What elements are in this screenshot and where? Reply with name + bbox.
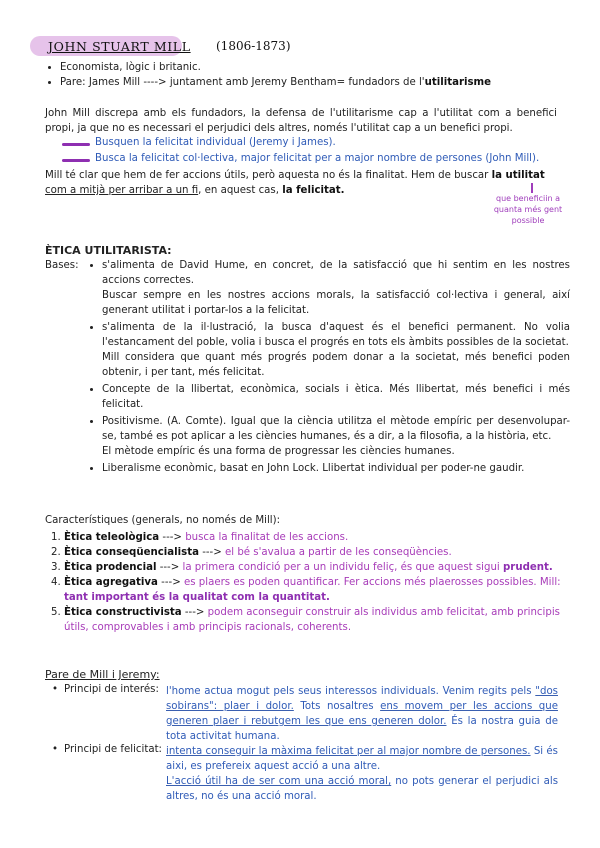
caracteristica-item: 4. Ètica agregativa ---> es plaers es poden quantificar. Fer accions més plaerosses possibles. Mill: tant important és la qualitat com la quantitat.	[64, 575, 572, 605]
arrow-mark	[62, 143, 90, 146]
utilitarisme-term: utilitarisme	[424, 77, 492, 88]
annotation-arrow	[531, 183, 533, 193]
intro-list	[46, 60, 580, 90]
caracteristica-item: 1. Ètica teleològica ---> busca la finalitat de les accions.	[64, 530, 572, 545]
bases-item: • s'alimenta de la il·lustració, la busca d'aquest és el benefici permanent. No volia l'estancament del poble, volia i busca el progrés en tots els àmbits possibles de la societat. Mill considera que quant més progrés podem donar a la societat, més benefici poden obtenir, i per tant, més felicitat.	[102, 320, 570, 380]
paragraph-discrepa: John Mill discrepa amb els fundadors, la defensa de l'utilitarisme cap a l'utilitat com a benefici propi, ja que no es necessari el perjudici dels altres, només l'utilitat cap a un benefici propi.	[45, 108, 557, 134]
caracteristica-item: 5. Ètica constructivista ---> podem aconseguir construir als individus amb felicitat, amb principis útils, comprovables i amb principis racionals, coherents.	[64, 605, 572, 635]
bases-label: Bases:	[45, 260, 79, 271]
section-heading-pare: Pare de Mill i Jeremy:	[45, 668, 160, 681]
caracteristiques-list	[50, 530, 572, 635]
page-title: JOHN STUART MILL	[48, 39, 191, 54]
handwritten-note: que beneficiin a quanta més gent possible	[493, 194, 563, 225]
intro-item: • Economista, lògic i britanic.	[60, 60, 580, 75]
individual-happiness-line: Busquen la felicitat individual (Jeremy i James).	[95, 137, 336, 148]
life-years: (1806-1873)	[216, 39, 291, 53]
caracteristica-item: 2. Ètica conseqüencialista ---> el bé s'avalua a partir de les conseqüències.	[64, 545, 572, 560]
collective-happiness-line: Busca la felicitat col·lectiva, major felicitat per a major nombre de persones (John Mill).	[95, 153, 540, 164]
bases-item: • Concepte de la llibertat, econòmica, socials i ètica. Més llibertat, més benefici i més felicitat.	[102, 382, 570, 412]
bases-item: • Liberalisme econòmic, basat en John Lock. Llibertat individual per poder-ne gaudir.	[102, 461, 570, 476]
bases-list	[88, 258, 570, 478]
paragraph-utilitat: Mill té clar que hem de fer accions útils, però aquesta no és la finalitat. Hem de buscar la utilitat com a mitjà per arribar a un fi, en aquest cas, la felicitat.	[45, 170, 545, 196]
arrow-mark	[62, 159, 90, 162]
caracteristica-item: 3. Ètica prodencial ---> la primera condició per a un individu feliç, és que aquest sigui prudent.	[64, 560, 572, 575]
intro-item: • Pare: James Mill ----> juntament amb Jeremy Bentham= fundadors de l'utilitarisme	[60, 75, 580, 90]
section-heading-etica: ÈTICA UTILITARISTA:	[45, 244, 172, 257]
bases-item: • Positivisme. (A. Comte). Igual que la ciència utilitza el mètode empíric per desenvolupar-se, també es pot aplicar a les ciències humanes, és a dir, a la filosofia, a la història, etc. El mètode empíric és una forma de progressar les ciències humanes.	[102, 414, 570, 459]
bases-item: • s'alimenta de David Hume, en concret, de la satisfacció que hi sentim en les nostres accions correctes. Buscar sempre en les nostres accions morals, la satisfacció col·lectiva i general, així generant utilitat i portar-los a la felicitat.	[102, 258, 570, 318]
caracteristiques-intro: Característiques (generals, no només de Mill):	[45, 515, 281, 526]
